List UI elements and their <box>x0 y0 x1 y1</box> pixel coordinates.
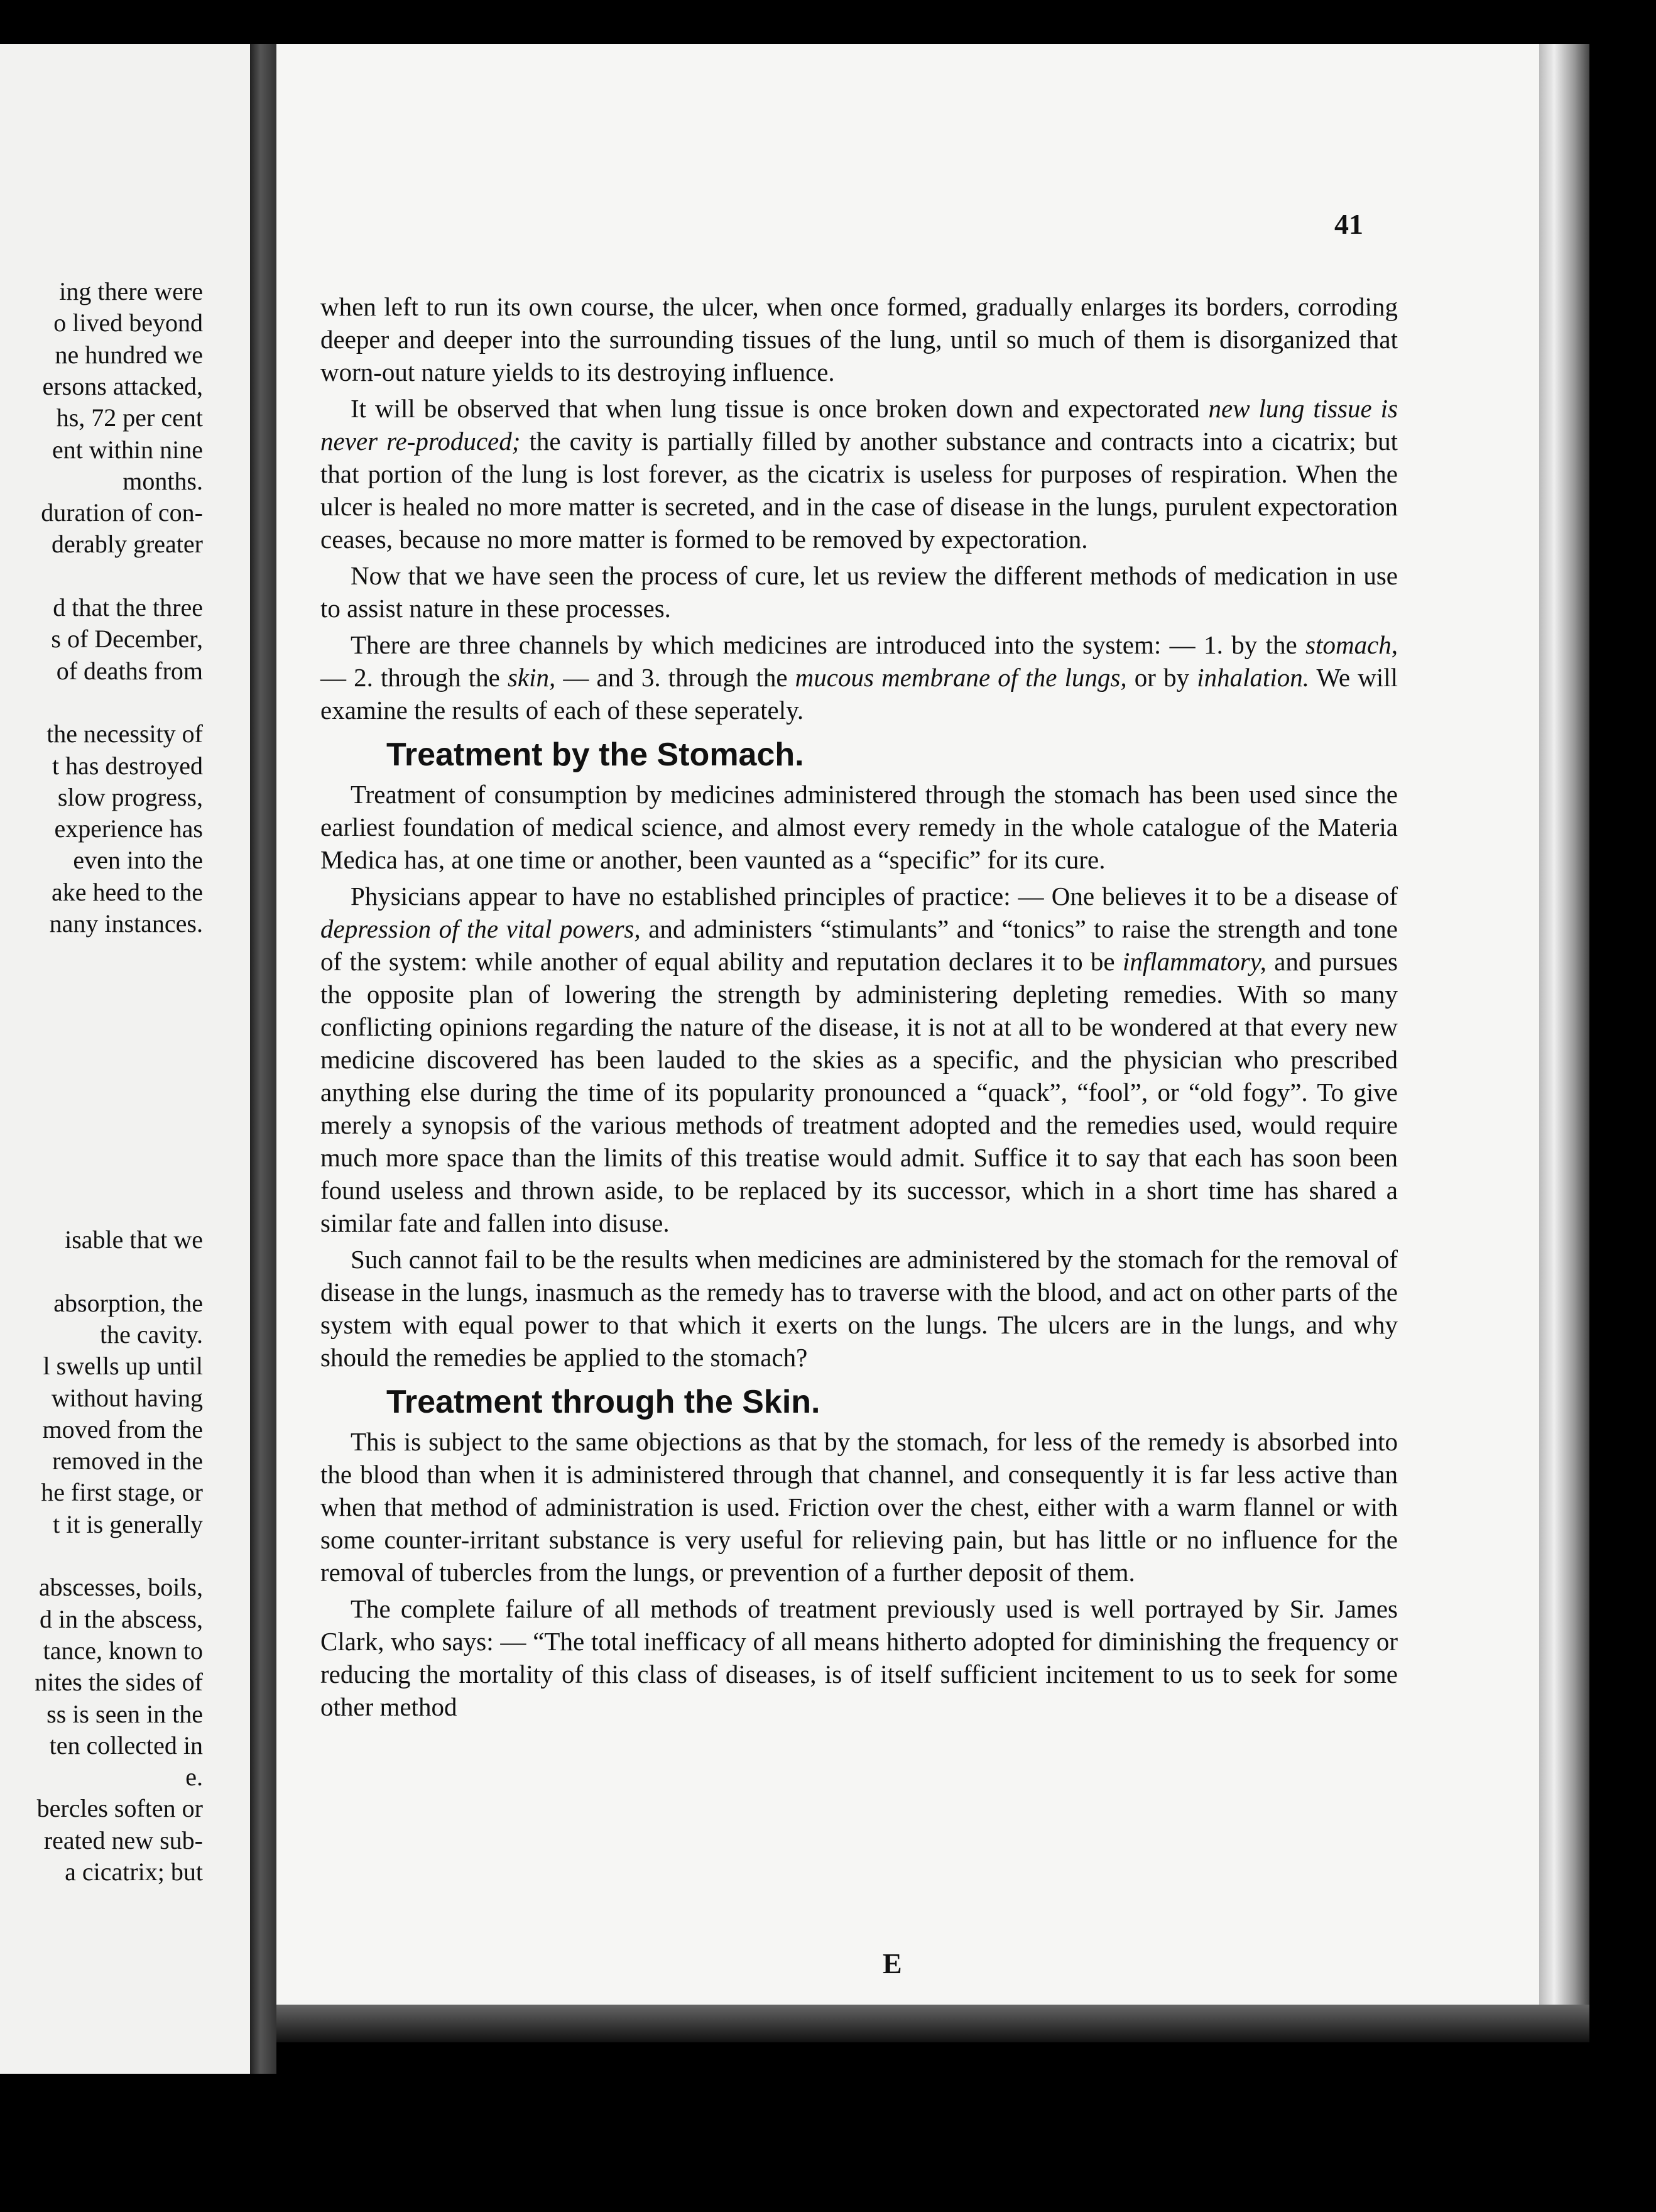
left-page-line: ing there were <box>59 277 203 305</box>
paragraph: Treatment of consumption by medicines administered through the stomach has been used since the earliest foundation of medical science, and almost every remedy in the whole catalogue of the Materia Medica has, at one time or another, been vaunted as a “specific” for its cure. <box>320 780 1398 874</box>
page-body <box>320 290 1398 1723</box>
left-page-line: the necessity of <box>46 720 203 748</box>
signature-mark: E <box>883 1947 902 1979</box>
left-page-line: even into the <box>73 846 203 875</box>
left-page-line: abscesses, boils, <box>38 1573 203 1602</box>
left-page-line: d that the three <box>53 593 203 621</box>
left-page-line: s of December, <box>51 625 203 654</box>
left-page-line: months. <box>123 466 203 495</box>
left-page-line: isable that we <box>65 1225 203 1254</box>
left-page-line: ss is seen in the <box>46 1699 203 1728</box>
left-page-line: nany instances. <box>49 909 203 938</box>
left-page-line: experience has <box>54 814 203 843</box>
book-gutter <box>250 44 276 2074</box>
left-page-line: of deaths from <box>56 656 203 685</box>
left-page-line: t it is generally <box>53 1509 203 1538</box>
paragraph: Physicians appear to have no established principles of practice: — One believes it to be a disease of depression of the vital powers, and administers “stimulants” and “tonics” to raise the strength and tone of the system: while another of equal ability and reputation declares it to be inflammatory, and pursues the opposite plan of lowering the strength by administering depleting remedies. With so many conflicting opinions regarding the nature of the disease, it is not at all to be wondered at that every new medicine discovered has been lauded to the skies as a specific, and the physician who prescribed anything else during the time of its popularity pronounced a “quack”, “fool”, or “old fogy”. To give merely a synopsis of the various methods of treatment adopted and the remedies used, would require much more space than the limits of this treatise would admit. Suffice it to say that each has soon been found useless and thrown aside, to be replaced by its successor, which in a short time has shared a similar fate and fallen into disuse. <box>320 882 1398 1237</box>
left-page-line: bercles soften or <box>36 1794 203 1823</box>
left-page-line: slow progress, <box>57 782 203 811</box>
left-page-line: ake heed to the <box>52 877 203 906</box>
left-page-line: nites the sides of <box>35 1668 203 1697</box>
left-page-line: reated new sub- <box>43 1826 203 1854</box>
page-number: 41 <box>1334 208 1363 240</box>
paragraph: This is subject to the same objections as that by the stomach, for less of the remedy is absorbed into the blood than when it is administered through that channel, and consequently it is far less active than when that method of administration is used. Friction over the chest, either with a warm flannel or with some counter-irritant substance is very useful for relieving pain, but has little or no influence for the removal of tubercles from the lungs, or prevention of a further deposit of them. <box>320 1427 1398 1587</box>
left-page-line: hs, 72 per cent <box>56 403 203 432</box>
left-page-line: e. <box>185 1763 203 1792</box>
left-page <box>0 44 250 2074</box>
left-page-line: ent within nine <box>52 435 203 464</box>
page-bottom-shadow <box>276 2005 1589 2042</box>
left-page-line: tance, known to <box>43 1636 203 1665</box>
left-page-line: the cavity. <box>99 1320 203 1349</box>
left-page-line: ten collected in <box>49 1731 203 1760</box>
left-page-line: t has destroyed <box>52 751 203 780</box>
left-page-line: he first stage, or <box>41 1478 203 1507</box>
left-page-line: removed in the <box>52 1447 203 1476</box>
left-page-line: without having <box>51 1383 203 1412</box>
paragraph: The complete failure of all methods of treatment previously used is well portrayed by Sir. James Clark, who says: — “The total inefficacy of all means hitherto adopted for diminishing the frequency or reducing the mortality of this class of diseases, is of itself sufficient incitement to us to seek for some other method <box>320 1594 1398 1721</box>
paragraph: Such cannot fail to be the results when medicines are administered by the stomach for the removal of disease in the lungs, inasmuch as the remedy has to traverse with the blood, and act on other parts of the system with equal power to that which it exerts on the lungs. The ulcers are in the lungs, and why should the remedies be applied to the stomach? <box>320 1245 1398 1372</box>
left-page-line: l swells up until <box>43 1352 203 1381</box>
left-page-line: ersons attacked, <box>42 371 203 400</box>
section-heading: Treatment through the Skin. <box>386 1384 820 1420</box>
paragraph: Now that we have seen the process of cure, let us review the different methods of medication in use to assist nature in these processes. <box>320 561 1398 623</box>
left-page-line: derably greater <box>52 530 203 559</box>
left-page-line: moved from the <box>42 1415 203 1443</box>
left-page-line: absorption, the <box>53 1288 203 1317</box>
paragraph: There are three channels by which medicines are introduced into the system: — 1. by the stomach, — 2. through the skin, — and 3. through the mucous membrane of the lungs, or by inhalation. We will examine the results of each of these seperately. <box>320 630 1398 725</box>
left-page-line: o lived beyond <box>53 309 203 337</box>
left-page-line: ne hundred we <box>55 340 203 369</box>
section-heading: Treatment by the Stomach. <box>386 736 804 773</box>
paragraph: when left to run its own course, the ulcer, when once formed, gradually enlarges its borders, corroding deeper and deeper into the surrounding tissues of the lung, until so much of them is disorganized that worn-out nature yields to its destroying influence. <box>320 292 1398 386</box>
left-page-line: a cicatrix; but <box>65 1858 203 1886</box>
paragraph: It will be observed that when lung tissue is once broken down and expectorated new lung tissue is never re-produced; the cavity is partially filled by another substance and contracts into a cicatrix; but that portion of the lung is lost forever, as the cicatrix is useless for purposes of respiration. When the ulcer is healed no more matter is secreted, and in the case of disease in the lungs, purulent expectoration ceases, because no more matter is formed to be removed by expectoration. <box>320 394 1398 554</box>
page-edge <box>1539 44 1589 2005</box>
left-page-line: d in the abscess, <box>40 1604 203 1633</box>
left-page-line: duration of con- <box>41 498 203 527</box>
